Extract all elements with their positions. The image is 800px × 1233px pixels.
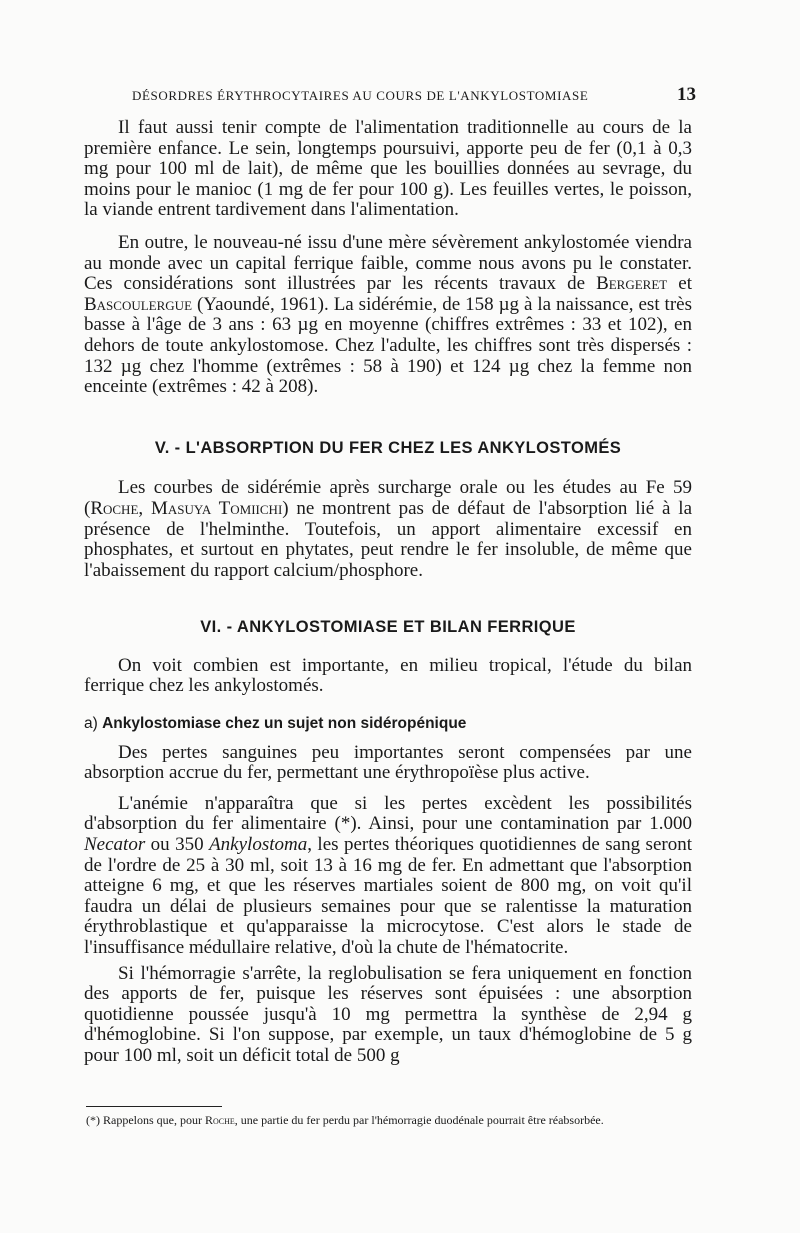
author-name: Masuya Tomiichi [150, 497, 283, 519]
section-heading-vi: VI. - ANKYLOSTOMIASE ET BILAN FERRIQUE [200, 618, 576, 637]
body-text [84, 118, 692, 1067]
page-number: 13 [677, 84, 696, 105]
running-header [132, 84, 696, 106]
subsection-heading-a: a) Ankylostomiase chez un sujet non sidéropénique [84, 715, 467, 733]
paragraph-blood-loss: Des pertes sanguines peu importantes seront compensées par une absorption accrue du fer, permettant une érythropoïèse plus active. [84, 741, 692, 784]
paragraph-iron-absorption: Les courbes de sidérémie après surcharge orale ou les études au Fe 59 (Roche, Masuya Tomiichi) ne montrent pas de défaut de l'absorption lié à la présence de l'helminthe. Toutefois, un apport alimentaire excessif en phosphates, et surtout en phytates, peut rendre le fer insoluble, de même que l'abaissement du rapport calcium/phosphore. [84, 477, 693, 581]
paragraph-newborn-iron: En outre, le nouveau-né issu d'une mère sévèrement ankylostomée viendra au monde avec un capital ferrique faible, comme nous avons pu le constater. Ces considérations sont illustrées par les récents travaux de Bergeret et Bascoulergue (Yaoundé, 1961). La sidérémie, de 158 µg à la naissance, est très basse à l'âge de 3 ans : 63 µg en moyenne (chiffres extrêmes : 33 et 102), en dehors de toute ankylostomose. Chez l'adulte, les chiffres sont très dispersés : 132 µg chez l'homme (extrêmes : 58 à 190) et 124 µg chez la femme non enceinte (extrêmes : 42 à 208). [84, 231, 692, 398]
author-name: Bergeret [596, 273, 668, 295]
author-name: Roche [90, 497, 139, 519]
footnote-divider [86, 1106, 222, 1107]
author-name: Roche [204, 1113, 235, 1127]
paragraph-anemia: L'anémie n'apparaîtra que si les pertes excèdent les possibilités d'absorption du fer alimentaire (*). Ainsi, pour une contamination par 1.000 Necator ou 350 Ankylostoma, les pertes théoriques quotidiennes de sang seront de l'ordre de 25 à 30 ml, soit 13 à 16 mg de fer. En admettant que l'absorption atteigne 6 mg, et que les réserves martiales soient de 800 mg, on voit qu'il faudra un délai de plusieurs semaines pour que se ralentisse la maturation érythroblastique et qu'apparaisse la microcytose. C'est alors le stade de l'insuffisance médullaire relative, d'où la chute de l'hématocrite. [84, 792, 692, 958]
footnote: (*) Rappelons que, pour Roche, une partie du fer perdu par l'hémorragie duodénale pourrait être réabsorbée. [86, 1113, 604, 1127]
paragraph-reglobulisation: Si l'hémorragie s'arrête, la reglobulisation se fera uniquement en fonction des apports de fer, puisque les réserves sont épuisées : une absorption quotidienne poussée jusqu'à 10 mg permettra la synthèse de 2,94 g d'hémoglobine. Si l'on suppose, par exemple, un taux d'hémoglobine de 5 g pour 100 ml, soit un déficit total de 500 g [84, 962, 692, 1066]
running-title: DÉSORDRES ÉRYTHROCYTAIRES AU COURS DE L'ANKYLOSTOMIASE [132, 88, 589, 103]
paragraph-traditional-diet: Il faut aussi tenir compte de l'alimentation traditionnelle au cours de la première enfance. Le sein, longtemps poursuivi, apporte peu de fer (0,1 à 0,3 mg pour 100 ml de lait), de même que les bouillies données au sevrage, du moins pour le manioc (1 mg de fer pour 100 g). Les feuilles vertes, le poisson, la viande entrent tardivement dans l'alimentation. [84, 117, 692, 221]
author-name: Bascoulergue [84, 293, 193, 315]
paragraph-iron-balance: On voit combien est importante, en milieu tropical, l'étude du bilan ferrique chez les ankylostomés. [84, 654, 692, 697]
section-heading-v: V. - L'ABSORPTION DU FER CHEZ LES ANKYLOSTOMÉS [154, 438, 622, 457]
